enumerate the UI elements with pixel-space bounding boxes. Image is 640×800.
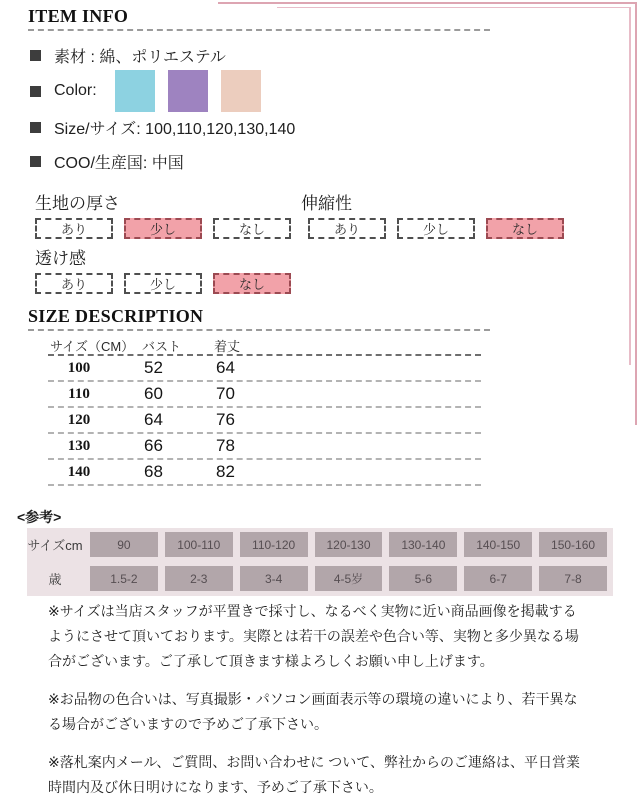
size-description-title: SIZE DESCRIPTION (28, 306, 204, 326)
ref-cell: 130-140 (389, 532, 457, 557)
cell-bust: 66 (144, 436, 163, 455)
note-paragraph: ※落札案内メール、ご質問、お問い合わせに ついて、弊社からのご連絡は、平日営業時間内及び休日明けになります、予めご了承下さい。 (48, 754, 580, 795)
attr-name: 生地の厚さ (35, 194, 120, 213)
table-row (48, 408, 481, 434)
decorative-frame-inner (277, 7, 631, 365)
cell-bust: 64 (144, 410, 163, 429)
table-row (48, 382, 481, 408)
attr-option-selected: なし (486, 218, 564, 239)
header-divider (28, 29, 490, 31)
square-bullet-icon (30, 156, 41, 167)
note-paragraph: ※サイズは当店スタッフが平置きで採寸し、なるべく実物に近い商品画像を掲載するようにさせて頂いております。実際とは若干の誤差や色合い等、実物と多少異なる場合がございます。ご了承して頂きます様よろしくお願い申し上げます。 (48, 603, 579, 669)
cell-size: 120 (67, 411, 91, 428)
item-info-title: ITEM INFO (28, 6, 129, 26)
cell-bust: 60 (144, 384, 163, 403)
coo-text: COO/生産国: 中国 (54, 155, 184, 172)
ref-cell: 2-3 (165, 566, 233, 591)
color-label: Color: (54, 82, 97, 99)
table-row (48, 356, 481, 382)
cell-bust: 68 (144, 462, 163, 481)
spec-size (30, 116, 295, 139)
attr-option: あり (35, 218, 113, 239)
size-description-divider (28, 329, 490, 331)
cell-size: 110 (68, 385, 90, 402)
square-bullet-icon (30, 122, 41, 133)
attr-option: なし (213, 218, 291, 239)
cell-length: 70 (216, 384, 235, 403)
table-row (48, 460, 481, 486)
ref-cell: 4-5岁 (315, 566, 383, 591)
spec-coo (30, 150, 184, 173)
attr-options (35, 218, 291, 239)
color-swatch-beige (221, 70, 261, 112)
spec-color (30, 70, 261, 112)
cell-size: 140 (67, 463, 91, 480)
ref-row-label: サイズcm (27, 538, 83, 553)
table-row (48, 434, 481, 460)
attr-group-thickness (35, 189, 291, 239)
cell-size: 130 (67, 437, 91, 454)
col-header-size: サイズ（CM） (50, 339, 135, 354)
ref-cell: 140-150 (464, 532, 532, 557)
cell-length: 76 (216, 410, 235, 429)
ref-cell: 3-4 (240, 566, 308, 591)
cell-size: 100 (67, 359, 91, 376)
col-header-length: 着丈 (214, 339, 241, 354)
attr-name: 伸縮性 (301, 194, 352, 213)
color-swatch-purple (168, 70, 208, 112)
cell-length: 78 (216, 436, 235, 455)
disclaimer-notes (48, 599, 590, 800)
attr-option-selected: 少し (124, 218, 202, 239)
color-swatch-blue (115, 70, 155, 112)
ref-cell: 90 (90, 532, 158, 557)
reference-label: <参考> (17, 509, 62, 525)
col-header-bust: バスト (142, 339, 182, 354)
attr-option: 少し (124, 273, 202, 294)
attr-option: あり (308, 218, 386, 239)
square-bullet-icon (30, 86, 41, 97)
ref-cell: 7-8 (539, 566, 607, 591)
attr-options (308, 218, 564, 239)
cell-length: 82 (216, 462, 235, 481)
cell-length: 64 (216, 358, 235, 377)
spec-material (30, 44, 226, 67)
square-bullet-icon (30, 50, 41, 61)
size-table (48, 336, 481, 486)
attr-group-sheerness (35, 244, 291, 294)
attr-name: 透け感 (35, 249, 86, 268)
attr-options (35, 273, 291, 294)
reference-table (27, 528, 613, 596)
material-text: 素材 : 綿、ポリエステル (54, 49, 226, 66)
ref-cell: 100-110 (165, 532, 233, 557)
attr-group-stretch (301, 189, 564, 239)
attr-option: 少し (397, 218, 475, 239)
ref-cell: 5-6 (389, 566, 457, 591)
ref-cell: 1.5-2 (90, 566, 158, 591)
size-table-header (48, 336, 481, 356)
ref-cell: 6-7 (464, 566, 532, 591)
ref-row-label: 歳 (48, 572, 62, 587)
attr-option-selected: なし (213, 273, 291, 294)
ref-cell: 110-120 (240, 532, 308, 557)
color-swatches (115, 70, 261, 112)
size-text: Size/サイズ: 100,110,120,130,140 (54, 121, 296, 138)
note-paragraph: ※お品物の色合いは、写真撮影・パソコン画面表示等の環境の違いにより、若干異なる場合がございますので予めご了承下さい。 (48, 691, 578, 732)
ref-cell: 120-130 (315, 532, 383, 557)
attr-option: あり (35, 273, 113, 294)
ref-cell: 150-160 (539, 532, 607, 557)
cell-bust: 52 (144, 358, 163, 377)
